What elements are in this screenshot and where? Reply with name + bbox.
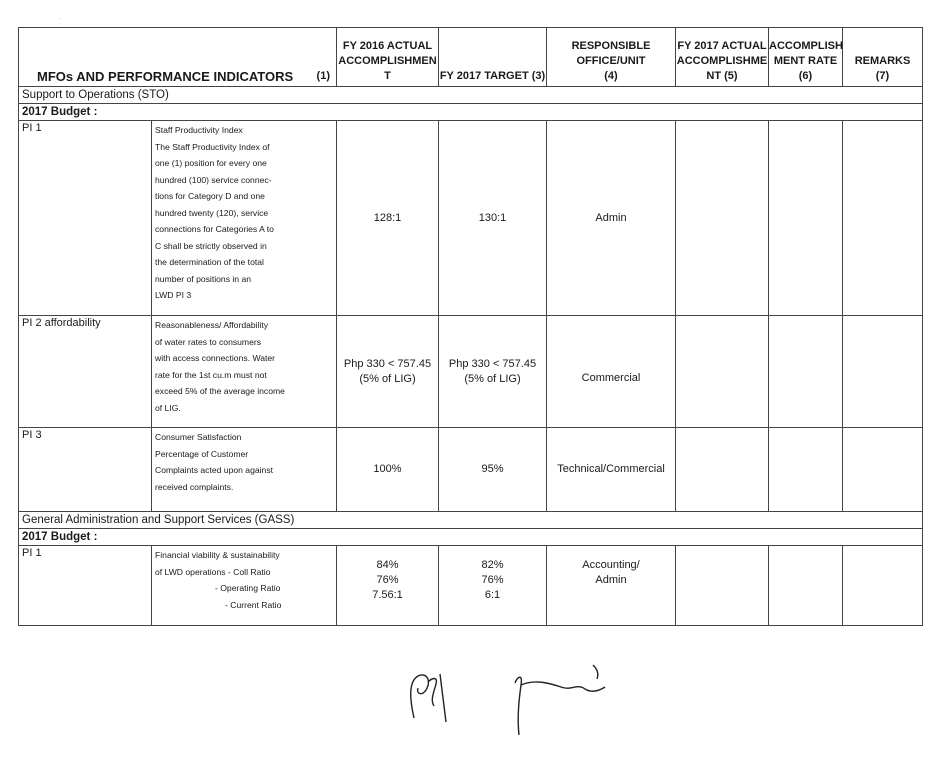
header-fy2016-l3: T	[384, 70, 391, 82]
indicator-line: tions for Category D and one	[155, 191, 265, 201]
gass-title: General Administration and Support Services (GASS)	[19, 512, 923, 529]
actual-cell	[676, 316, 769, 428]
indicator-text	[152, 428, 337, 512]
indicator-line: the determination of the total	[155, 257, 264, 267]
table-row	[19, 428, 923, 512]
operating-ratio-target: 76%	[481, 574, 504, 586]
indicator-line: Staff Productivity Index	[155, 125, 243, 135]
office-value: Admin	[547, 121, 676, 316]
actual-cell	[676, 546, 769, 626]
scan-speck: ·	[58, 14, 61, 23]
actual-cell	[676, 121, 769, 316]
indicator-text	[152, 316, 337, 428]
office-value: Commercial	[547, 316, 676, 428]
operating-ratio-2016: 76%	[376, 574, 399, 586]
rate-cell	[769, 121, 843, 316]
office-line: Admin	[595, 574, 627, 586]
pi-label: PI 1	[19, 546, 152, 626]
indicator-line: number of positions in an	[155, 273, 252, 284]
header-fy2017-actual	[676, 28, 769, 87]
header-mfo-label: MFOs AND PERFORMANCE INDICATORS	[37, 69, 294, 84]
fy2016-line: (5% of LIG)	[359, 372, 416, 385]
remarks-cell	[843, 316, 923, 428]
header-row	[19, 28, 923, 87]
pi-label: PI 3	[19, 428, 152, 512]
indicator-line: Reasonableness/ Affordability	[155, 320, 269, 330]
header-remarks-l2: (7)	[875, 70, 890, 82]
indicator-line: connections for Categories A to	[155, 224, 274, 234]
office-line: Accounting/	[582, 559, 640, 571]
fy2016-line: Php 330 < 757.45	[343, 357, 432, 370]
rate-cell	[769, 428, 843, 512]
fy2016-value	[337, 546, 439, 626]
indicator-line: C shall be strictly observed in	[155, 240, 267, 251]
header-remarks-l1: REMARKS	[854, 55, 911, 67]
indicator-text	[152, 121, 337, 316]
target-line: Php 330 < 757.45	[448, 357, 537, 370]
remarks-cell	[843, 121, 923, 316]
indicator-line: of water rates to consumers	[155, 336, 262, 347]
indicator-line: exceed 5% of the average income	[155, 386, 285, 396]
header-actual-l3: NT (5)	[706, 70, 738, 82]
header-rate-l3: (6)	[798, 70, 813, 82]
gass-budget-row	[19, 529, 923, 546]
indicator-text	[152, 546, 337, 626]
header-fy2016	[337, 28, 439, 87]
signature-initials-2	[505, 655, 615, 740]
header-fy2016-l2: ACCOMPLISHMEN	[338, 55, 437, 67]
header-mfo	[19, 28, 337, 87]
office-value: Technical/Commercial	[547, 428, 676, 512]
header-fy2016-l1: FY 2016 ACTUAL	[342, 40, 433, 52]
header-rate	[769, 28, 843, 87]
rate-cell	[769, 316, 843, 428]
sto-budget: 2017 Budget :	[19, 104, 923, 121]
fy2016-value	[337, 316, 439, 428]
indicator-line: Financial viability & sustainability	[155, 550, 280, 560]
indicator-line: Consumer Satisfaction	[155, 432, 242, 442]
indicator-line: Percentage of Customer	[155, 448, 249, 459]
header-remarks	[843, 28, 923, 87]
target-line: (5% of LIG)	[464, 372, 521, 385]
header-actual-l1: FY 2017 ACTUAL	[677, 40, 767, 52]
actual-cell	[676, 428, 769, 512]
table-row	[19, 546, 923, 626]
fy2016-value: 100%	[337, 428, 439, 512]
sto-section-row	[19, 87, 923, 104]
indicator-line: - Operating Ratio	[215, 583, 281, 593]
gass-budget: 2017 Budget :	[19, 529, 923, 546]
indicator-line: - Current Ratio	[225, 599, 282, 610]
indicator-line: with access connections. Water	[155, 353, 276, 363]
coll-ratio-target: 82%	[481, 559, 504, 571]
indicator-line: one (1) position for every one	[155, 158, 267, 168]
table-row	[19, 121, 923, 316]
indicator-line: rate for the 1st cu.m must not	[155, 369, 267, 380]
indicator-line: Complaints acted upon against	[155, 465, 274, 475]
remarks-cell	[843, 428, 923, 512]
header-office-l2: OFFICE/UNIT	[576, 55, 646, 67]
sto-title: Support to Operations (STO)	[19, 87, 923, 104]
pi-label: PI 1	[19, 121, 152, 316]
indicator-line: of LIG.	[155, 402, 181, 413]
target-value	[439, 546, 547, 626]
indicator-line: LWD PI 3	[155, 290, 192, 300]
table-row	[19, 316, 923, 428]
current-ratio-2016: 7.56:1	[372, 589, 403, 601]
performance-table	[18, 27, 923, 626]
header-target-label: FY 2017 TARGET (3)	[439, 70, 546, 82]
signature-initials-1	[400, 660, 460, 730]
indicator-line: hundred (100) service connec-	[155, 174, 272, 185]
rate-cell	[769, 546, 843, 626]
office-value	[547, 546, 676, 626]
current-ratio-target: 6:1	[484, 589, 501, 601]
coll-ratio-2016: 84%	[376, 559, 399, 571]
sto-budget-row	[19, 104, 923, 121]
indicator-line: received complaints.	[155, 481, 234, 492]
header-office-l1: RESPONSIBLE	[571, 40, 651, 52]
target-value	[439, 316, 547, 428]
header-office-l3: (4)	[604, 70, 618, 82]
header-office	[547, 28, 676, 87]
pi-label: PI 2 affordability	[19, 316, 152, 428]
indicator-line: The Staff Productivity Index of	[155, 141, 270, 152]
header-rate-l1: ACCOMPLISH	[769, 40, 843, 52]
gass-section-row	[19, 512, 923, 529]
remarks-cell	[843, 546, 923, 626]
fy2016-value: 128:1	[337, 121, 439, 316]
header-actual-l2: ACCOMPLISHME	[676, 55, 768, 67]
target-value: 95%	[439, 428, 547, 512]
indicator-line: hundred twenty (120), service	[155, 207, 269, 218]
indicator-line: of LWD operations - Coll Ratio	[155, 566, 271, 577]
target-value: 130:1	[439, 121, 547, 316]
header-mfo-num: (1)	[316, 70, 330, 82]
header-fy2017-target	[439, 28, 547, 87]
header-rate-l2: MENT RATE	[773, 55, 838, 67]
